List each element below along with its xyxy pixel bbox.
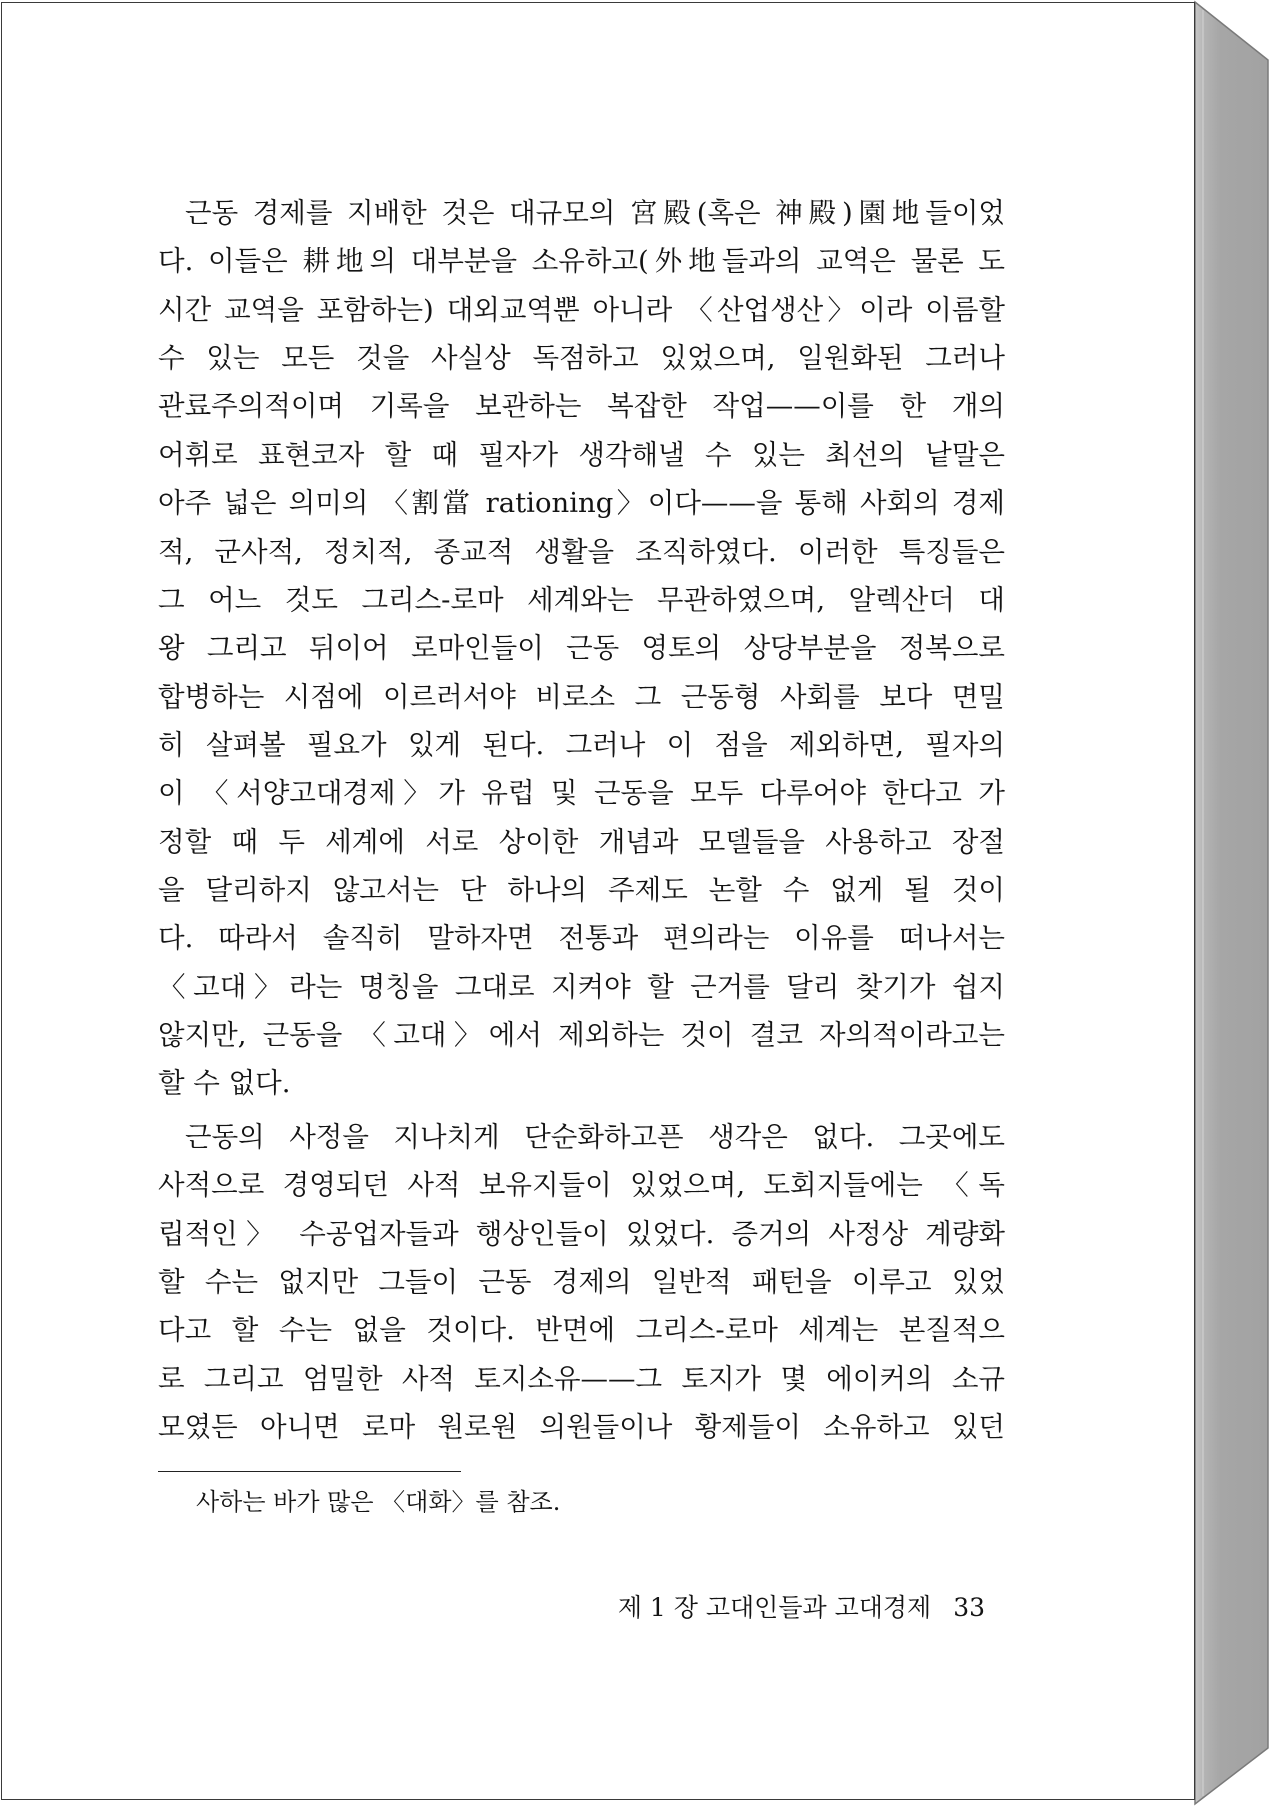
text-line: 을 달리하지 않고서는 단 하나의 주제도 논할 수 없게 될 것이 (158, 874, 1005, 907)
text-line: 다고 할 수는 없을 것이다. 반면에 그리스-로마 세계는 본질적으 (158, 1314, 1005, 1347)
text-line: 히 살펴볼 필요가 있게 된다. 그러나 이 점을 제외하면, 필자의 (158, 728, 1005, 761)
text-line: 않지만, 근동을 〈고대〉에서 제외하는 것이 결코 자의적이라고는 (158, 1019, 1005, 1052)
text-line: 모였든 아니면 로마 원로원 의원들이나 황제들이 소유하고 있던 (158, 1411, 1005, 1444)
text-line: 근동 경제를 지배한 것은 대규모의 宮殿(혹은 神殿)園地들이었 (185, 197, 1005, 229)
footnote-rule (158, 1471, 461, 1472)
text-line: 정할 때 두 세계에 서로 상이한 개념과 모델들을 사용하고 장절 (158, 825, 1005, 858)
paragraph (158, 189, 1005, 1108)
page-footer (560, 1590, 985, 1626)
text-line: 〈고대〉라는 명칭을 그대로 지켜야 할 근거를 달리 찾기가 쉽지 (158, 970, 1005, 1003)
text-line: 다. 따라서 솔직히 말하자면 전통과 편의라는 이유를 떠나서는 (158, 922, 1005, 955)
text-line: 이 〈서양고대경제〉가 유럽 및 근동을 모두 다루어야 한다고 가 (158, 777, 1005, 810)
text-line: 적, 군사적, 정치적, 종교적 생활을 조직하였다. 이러한 특징들은 (158, 535, 1005, 568)
page-number: 33 (953, 1593, 985, 1622)
text-line: 수 있는 모든 것을 사실상 독점하고 있었으며, 일원화된 그러나 (158, 342, 1005, 375)
running-head-chapter: 제 1 장 고대인들과 고대경제 (617, 1593, 932, 1622)
footnote: 사하는 바가 많은 〈대화〉를 참조. (196, 1488, 561, 1516)
text-line: 립적인〉 수공업자들과 행상인들이 있었다. 증거의 사정상 계량화 (158, 1217, 1005, 1250)
text-line: 시간 교역을 포함하는) 대외교역뿐 아니라 〈산업생산〉이라 이름할 (158, 293, 1005, 326)
text-line: 그 어느 것도 그리스-로마 세계와는 무관하였으며, 알렉산더 대 (158, 583, 1005, 616)
paragraph (158, 1113, 1005, 1452)
text-line: 사적으로 경영되던 사적 보유지들이 있었으며, 도회지들에는 〈독 (158, 1169, 1005, 1202)
text-line: 근동의 사정을 지나치게 단순화하고픈 생각은 없다. 그곳에도 (185, 1121, 1005, 1153)
text-line: 합병하는 시점에 이르러서야 비로소 그 근동형 사회를 보다 면밀 (158, 680, 1005, 713)
text-line: 로 그리고 엄밀한 사적 토지소유——그 토지가 몇 에이커의 소규 (158, 1362, 1005, 1395)
text-line: 아주 넓은 의미의 〈割當 rationing〉이다——을 통해 사회의 경제 (158, 487, 1005, 520)
text-line: 다. 이들은 耕地의 대부분을 소유하고(外地들과의 교역은 물론 도 (158, 245, 1005, 278)
text-line: 관료주의적이며 기록을 보관하는 복잡한 작업——이를 한 개의 (158, 390, 1005, 423)
text-line: 할 수 없다. (158, 1067, 291, 1100)
text-line: 왕 그리고 뒤이어 로마인들이 근동 영토의 상당부분을 정복으로 (158, 632, 1005, 665)
text-line: 할 수는 없지만 그들이 근동 경제의 일반적 패턴을 이루고 있었 (158, 1266, 1005, 1299)
text-line: 어휘로 표현코자 할 때 필자가 생각해낼 수 있는 최선의 낱말은 (158, 438, 1005, 471)
